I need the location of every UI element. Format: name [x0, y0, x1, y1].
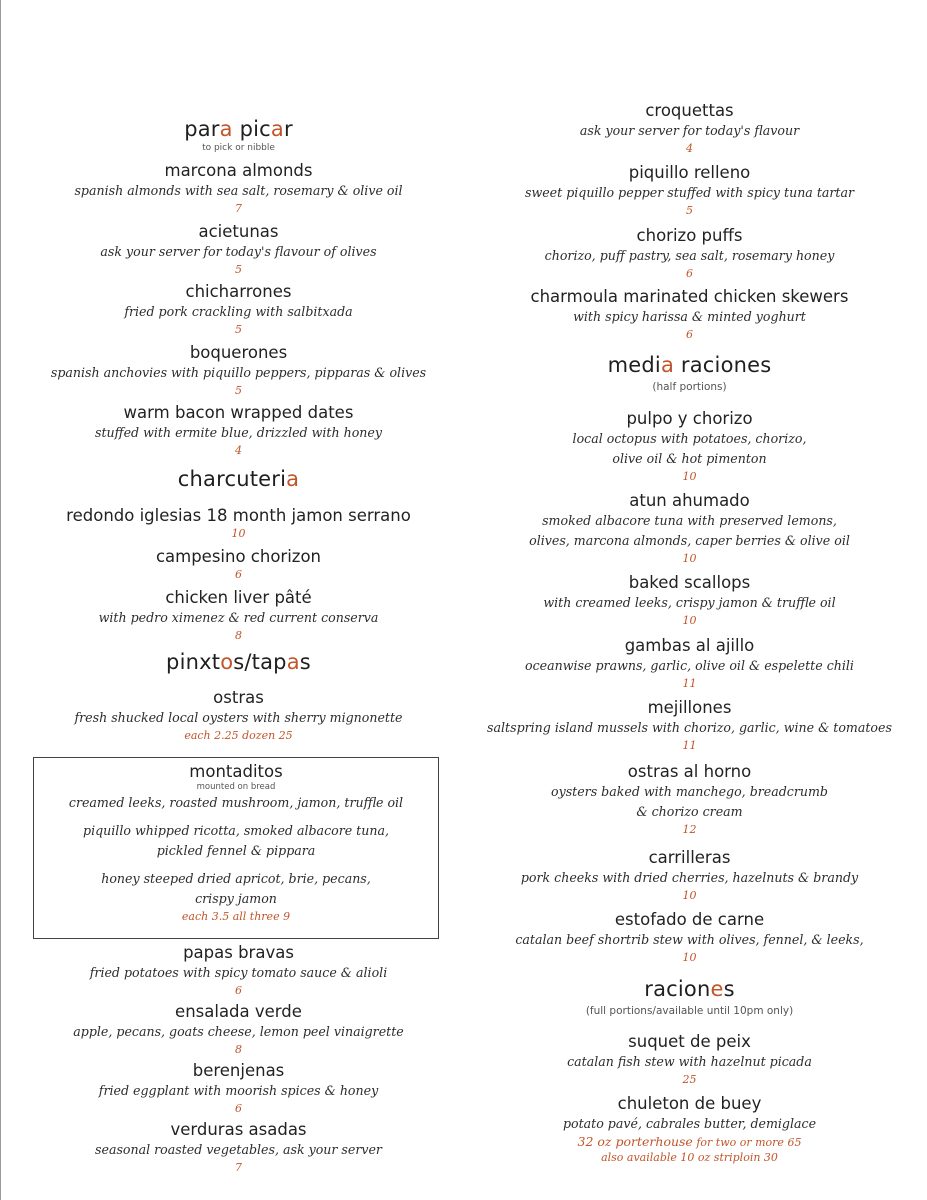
menu-item-montaditos: montaditos mounted on bread creamed leeks, roasted mushroom, jamon, truffle oil piquillo whipped ricotta, smoked albacore tuna, pickled fennel & pippara honey steeped dried apricot, brie, pecans, crispy jamon each 3.5 all three 9 [68, 762, 404, 923]
section-title: charcuteria [177, 467, 300, 491]
striploin-note: also available 10 oz striploin 30 [601, 1151, 778, 1164]
montaditos-box [33, 757, 439, 939]
menu-item-verduras-asadas: verduras asadas seasonal roasted vegetables, ask your server 7 [95, 1120, 382, 1174]
menu-item-estofado-de-carne: estofado de carne catalan beef shortrib stew with olives, fennel, & leeks, 10 [515, 910, 864, 964]
section-title: raciones [644, 977, 735, 1001]
menu-item-marcona-almonds: marcona almonds spanish almonds with sea salt, rosemary & olive oil 7 [74, 161, 403, 215]
menu-item-boquerones: boquerones spanish anchovies with piquillo peppers, pipparas & olives 5 [50, 343, 427, 397]
section-subtitle: to pick or nibble [202, 143, 275, 153]
section-title: para picar [184, 117, 293, 141]
menu-item-berenjenas: berenjenas fried eggplant with moorish spices & honey 6 [98, 1061, 379, 1115]
menu-item-piquillo-relleno: piquillo relleno sweet piquillo pepper stuffed with spicy tuna tartar 5 [524, 163, 854, 217]
menu-item-carrilleras: carrilleras pork cheeks with dried cherries, hazelnuts & brandy 10 [520, 848, 859, 902]
section-subtitle: (half portions) [652, 381, 727, 393]
menu-item-acietunas: acietunas ask your server for today's flavour of olives 5 [100, 222, 377, 276]
menu-item-pulpo-y-chorizo: pulpo y chorizo local octopus with potatoes, chorizo, olive oil & hot pimenton 10 [572, 409, 807, 483]
menu-item-chorizo-puffs: chorizo puffs chorizo, puff pastry, sea salt, rosemary honey 6 [544, 226, 835, 280]
menu-item-ostras-al-horno: ostras al horno oysters baked with manchego, breadcrumb & chorizo cream 12 [551, 762, 828, 836]
section-media-raciones [462, 353, 917, 394]
section-charcuteria [22, 467, 455, 491]
menu-item-croquettas: croquettas ask your server for today's flavour 4 [579, 101, 800, 155]
menu-item-gambas-al-ajillo: gambas al ajillo oceanwise prawns, garlic, olive oil & espelette chili 11 [525, 636, 854, 690]
porterhouse-price: 32 oz porterhouse for two or more 65 [577, 1134, 802, 1149]
menu-item-atun-ahumado: atun ahumado smoked albacore tuna with preserved lemons, olives, marcona almonds, caper berries & olive oil 10 [529, 491, 850, 565]
section-pinxtos-tapas [22, 650, 455, 674]
section-title: pinxtos/tapas [166, 650, 311, 674]
menu-item-chuleton-de-buey: chuleton de buey potato pavé, cabrales butter, demiglace 32 oz porterhouse for two or more 65 also available 10 oz striploin 30 [462, 1094, 917, 1165]
section-title: media raciones [607, 353, 772, 377]
menu-item-papas-bravas: papas bravas fried potatoes with spicy tomato sauce & alioli 6 [89, 943, 388, 997]
menu-item-suquet-de-peix: suquet de peix catalan fish stew with hazelnut picada 25 [567, 1032, 812, 1086]
section-para-picar [22, 117, 455, 154]
menu-item-baked-scallops: baked scallops with creamed leeks, crispy jamon & truffle oil 10 [543, 573, 836, 627]
menu-item-chicken-skewers: charmoula marinated chicken skewers with spicy harissa & minted yoghurt 6 [530, 287, 849, 341]
menu-item-chicharrones: chicharrones fried pork crackling with salbitxada 5 [124, 282, 353, 336]
page-edge-rule [0, 0, 1, 1200]
section-raciones [462, 977, 917, 1018]
menu-item-campesino-chorizon: campesino chorizon 6 [155, 547, 322, 581]
menu-item-jamon-serrano: redondo iglesias 18 month jamon serrano 10 [66, 506, 411, 540]
menu-item-mejillones: mejillones saltspring island mussels with chorizo, garlic, wine & tomatoes 11 [487, 698, 892, 752]
menu-item-warm-bacon-wrapped-dates: warm bacon wrapped dates stuffed with ermite blue, drizzled with honey 4 [95, 403, 382, 457]
menu-item-chicken-liver-pate: chicken liver pâté with pedro ximenez & red current conserva 8 [98, 588, 379, 642]
menu-item-ensalada-verde: ensalada verde apple, pecans, goats cheese, lemon peel vinaigrette 8 [73, 1002, 404, 1056]
section-subtitle: (full portions/available until 10pm only) [585, 1005, 794, 1017]
menu-item-ostras: ostras fresh shucked local oysters with sherry mignonette each 2.25 dozen 25 [74, 688, 403, 742]
